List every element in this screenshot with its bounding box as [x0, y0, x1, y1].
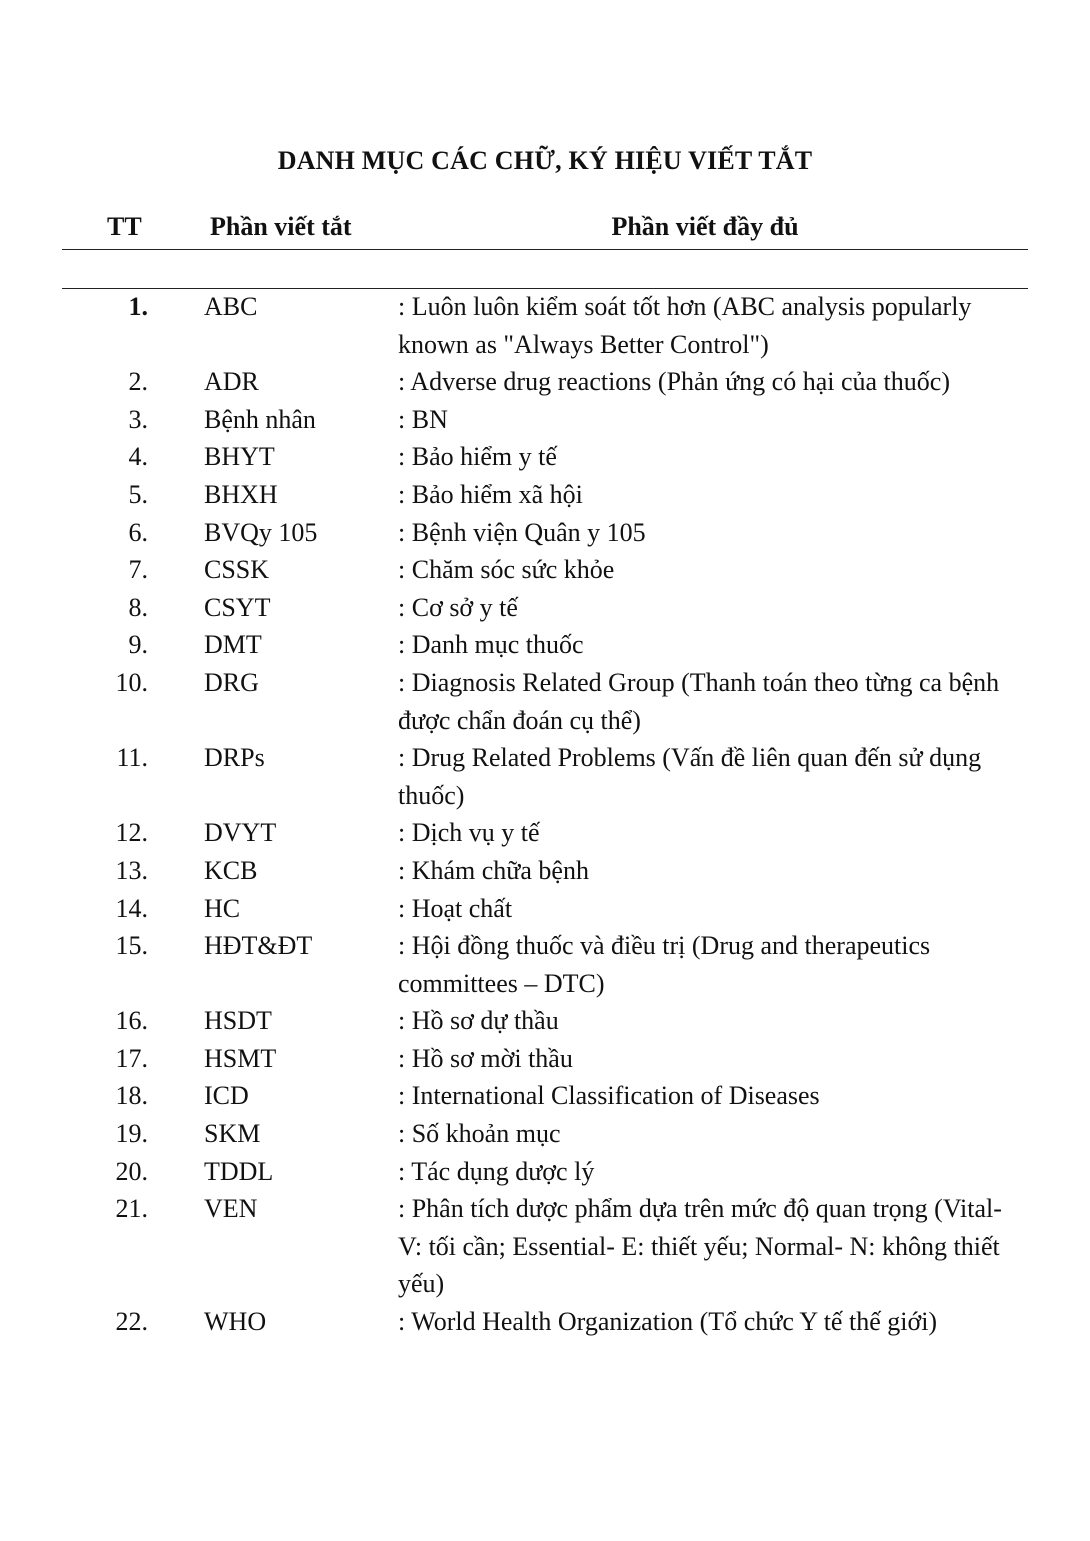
row-full-form: : International Classification of Diseases	[398, 1081, 820, 1111]
row-full-form: : Khám chữa bệnh	[398, 855, 589, 885]
row-number: 11.	[116, 743, 148, 773]
row-full-form: : Phân tích dược phẩm dựa trên mức độ quan trọng (Vital- V: tối cần; Essential- E: thiết yếu; Normal- N: không thiết yếu)	[398, 1194, 1002, 1299]
row-abbreviation: HC	[204, 893, 241, 923]
row-number: 18.	[115, 1081, 148, 1111]
table-row	[0, 589, 1090, 627]
row-number: 7.	[128, 555, 148, 585]
row-full-form: : Danh mục thuốc	[398, 630, 584, 660]
table-row	[0, 814, 1090, 852]
row-number: 2.	[128, 367, 148, 397]
row-abbreviation: BHXH	[204, 479, 278, 509]
table-row	[0, 927, 1090, 1002]
row-number: 22.	[115, 1307, 148, 1337]
row-abbreviation: BHYT	[204, 442, 275, 472]
row-full-form: : Hội đồng thuốc và điều trị (Drug and therapeutics committees – DTC)	[398, 931, 931, 998]
row-abbreviation: DVYT	[204, 818, 277, 848]
row-abbreviation: Bệnh nhân	[204, 404, 316, 434]
abbreviation-table	[0, 288, 1090, 1341]
row-number: 6.	[128, 517, 148, 547]
table-row	[0, 1040, 1090, 1078]
row-abbreviation: HĐT&ĐT	[204, 931, 313, 961]
row-abbreviation: VEN	[204, 1194, 258, 1224]
row-number: 1.	[128, 292, 148, 321]
row-abbreviation: HSDT	[204, 1006, 272, 1036]
row-full-form: : Bệnh viện Quân y 105	[398, 517, 646, 547]
row-full-form: : Luôn luôn kiểm soát tốt hơn (ABC analysis popularly known as "Always Better Control")	[398, 292, 972, 359]
row-number: 14.	[115, 893, 148, 923]
table-row	[0, 626, 1090, 664]
row-number: 4.	[128, 442, 148, 472]
table-row	[0, 363, 1090, 401]
row-abbreviation: DRPs	[204, 743, 265, 773]
row-full-form: : Chăm sóc sức khỏe	[398, 555, 615, 585]
page-title: DANH MỤC CÁC CHỮ, KÝ HIỆU VIẾT TẮT	[277, 146, 813, 175]
row-abbreviation: CSYT	[204, 592, 271, 622]
row-number: 9.	[128, 630, 148, 660]
row-abbreviation: TDDL	[204, 1156, 274, 1186]
row-abbreviation: BVQy 105	[204, 517, 318, 547]
column-header-full-form: Phần viết đầy đủ	[611, 212, 799, 241]
table-row	[0, 514, 1090, 552]
row-abbreviation: ABC	[204, 292, 258, 321]
row-number: 19.	[115, 1119, 148, 1149]
row-full-form: : Adverse drug reactions (Phản ứng có hại của thuốc)	[398, 367, 950, 397]
table-row	[0, 1303, 1090, 1341]
table-row	[0, 476, 1090, 514]
row-full-form: : Số khoản mục	[398, 1119, 561, 1149]
row-number: 8.	[128, 592, 148, 622]
header-divider	[62, 249, 1028, 250]
row-number: 17.	[115, 1043, 148, 1073]
row-abbreviation: DMT	[204, 630, 262, 660]
table-row	[0, 1002, 1090, 1040]
row-full-form: : Hồ sơ mời thầu	[398, 1043, 573, 1073]
row-full-form: : Hồ sơ dự thầu	[398, 1006, 559, 1036]
table-row	[0, 739, 1090, 814]
row-full-form: : Cơ sở y tế	[398, 592, 518, 622]
row-abbreviation: DRG	[204, 667, 259, 697]
row-number: 15.	[115, 931, 148, 961]
row-number: 20.	[115, 1156, 148, 1186]
row-abbreviation: ADR	[204, 367, 259, 397]
row-abbreviation: ICD	[204, 1081, 249, 1111]
row-abbreviation: WHO	[204, 1307, 267, 1337]
row-full-form: : Diagnosis Related Group (Thanh toán theo từng ca bệnh được chẩn đoán cụ thể)	[398, 667, 1000, 735]
row-full-form: : World Health Organization (Tổ chức Y tế thế giới)	[398, 1307, 938, 1337]
row-number: 21.	[115, 1194, 148, 1224]
column-header-abbreviation: Phần viết tắt	[210, 212, 352, 241]
row-number: 5.	[128, 479, 148, 509]
table-row	[0, 1190, 1090, 1303]
table-row	[0, 551, 1090, 589]
row-abbreviation: HSMT	[204, 1043, 277, 1073]
row-full-form: : Tác dụng dược lý	[398, 1156, 595, 1186]
table-row	[0, 438, 1090, 476]
row-number: 10.	[115, 667, 148, 697]
row-full-form: : Drug Related Problems (Vấn đề liên quan đến sử dụng thuốc)	[398, 743, 982, 810]
row-number: 13.	[115, 855, 148, 885]
row-full-form: : Bảo hiểm xã hội	[398, 479, 583, 509]
table-row	[0, 664, 1090, 739]
row-number: 16.	[115, 1006, 148, 1036]
table-row	[0, 1153, 1090, 1191]
column-header-tt: TT	[107, 212, 142, 241]
row-abbreviation: KCB	[204, 855, 258, 885]
table-row	[0, 288, 1090, 363]
table-row	[0, 401, 1090, 439]
table-row	[0, 890, 1090, 928]
row-number: 3.	[128, 404, 148, 434]
table-row	[0, 1077, 1090, 1115]
row-abbreviation: CSSK	[204, 555, 270, 585]
row-abbreviation: SKM	[204, 1119, 261, 1149]
row-full-form: : Bảo hiểm y tế	[398, 442, 557, 472]
table-row	[0, 1115, 1090, 1153]
row-full-form: : Hoạt chất	[398, 893, 513, 923]
table-row	[0, 852, 1090, 890]
row-full-form: : Dịch vụ y tế	[398, 818, 540, 848]
row-full-form: : BN	[398, 404, 448, 434]
row-number: 12.	[115, 818, 148, 848]
